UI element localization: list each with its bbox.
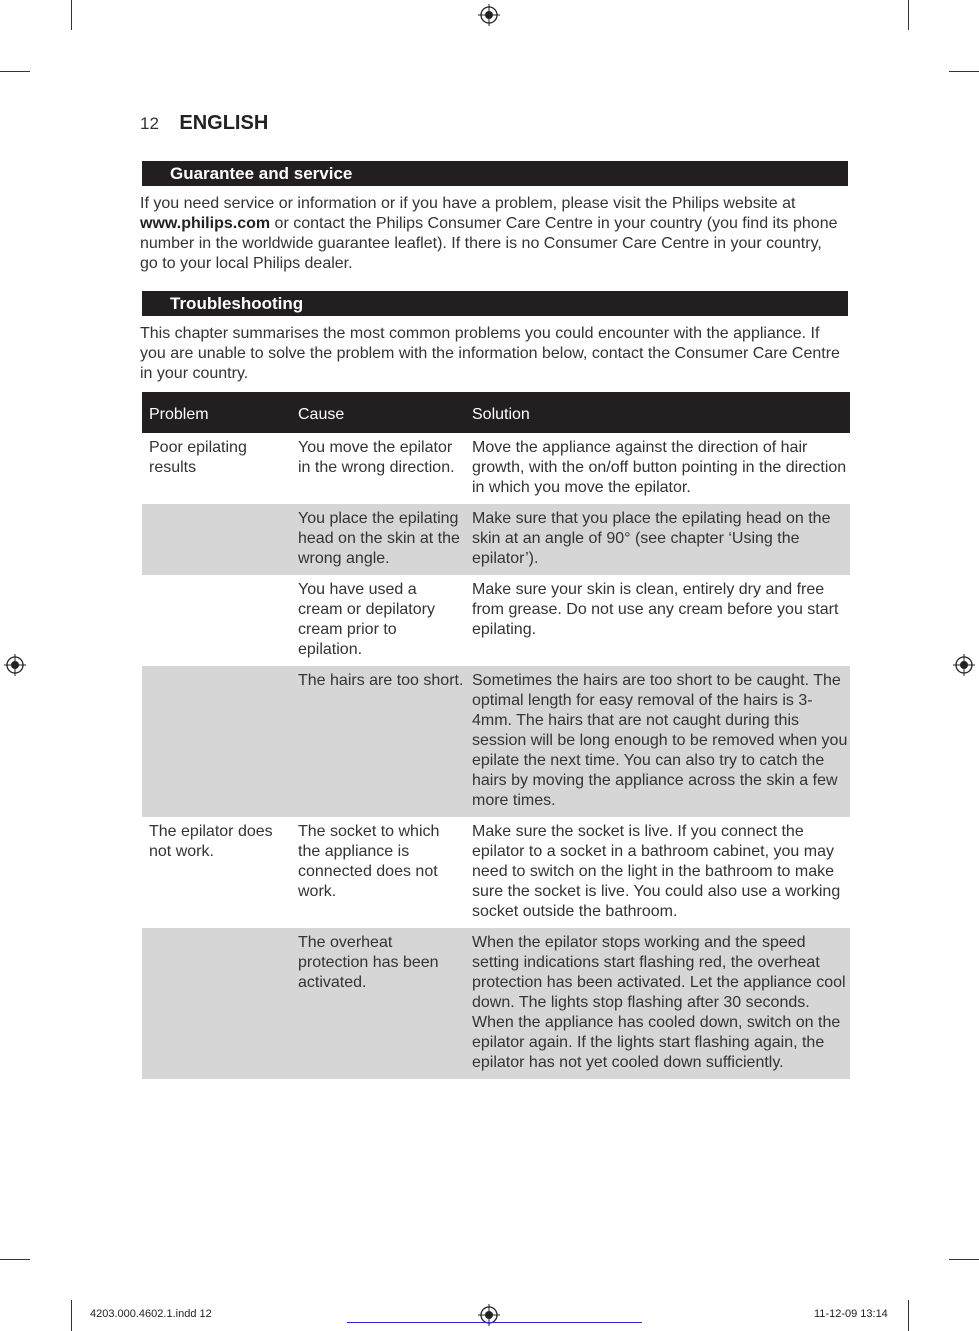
page-header [140,112,268,135]
problem-cell [142,504,291,575]
problem-cell [142,666,291,817]
troubleshooting-intro: This chapter summarises the most common problems you could encounter with the appliance. If you are unable to solve the problem with the information below, contact the Consumer Care Centre in your country. [140,325,840,382]
problem-cell [142,928,291,1079]
cause-cell: You move the epilator in the wrong direction. [298,439,455,476]
crop-mark [0,71,30,72]
philips-website-link[interactable]: www.philips.com [140,215,271,232]
table-row [142,575,850,666]
problem-cell: Poor epilating results [149,439,247,476]
footer-rule [347,1322,642,1323]
solution-cell: Sometimes the hairs are too short to be caught. The optimal length for easy removal of the hairs is 3-4mm. The hairs that are not caught during this session will be long enough to be removed when you epilate the next time. You can also try to catch the hairs by moving the appliance across the skin a few more times. [465,666,850,817]
registration-mark-icon [478,4,500,26]
crop-mark [949,1259,979,1260]
solution-cell: Make sure the socket is live. If you connect the epilator to a socket in a bathroom cabinet, you may need to switch on the light in the bathroom to make sure the socket is live. You could also use a working socket outside the bathroom. [472,823,841,920]
page-number: 12 [140,114,159,133]
cause-cell: The overheat protection has been activated. [291,928,465,1079]
crop-mark [908,0,909,30]
registration-mark-icon [4,654,26,676]
registration-mark-icon [953,654,975,676]
table-row [142,666,850,817]
solution-cell: Move the appliance against the direction of hair growth, with the on/off button pointing in the direction in which you move the epilator. [472,439,847,496]
crop-mark [0,1259,30,1260]
table-header-row [142,392,850,433]
footer-timestamp: 11-12-09 13:14 [814,1308,888,1320]
problem-cell [142,575,291,666]
footer-file-name: 4203.000.4602.1.indd 12 [90,1308,212,1320]
table-row [142,928,850,1079]
problem-cell: The epilator does not work. [149,823,273,860]
guarantee-text-start: If you need service or information or if you have a problem, please visit the Philips website at [140,195,796,212]
crop-mark [71,0,72,30]
solution-cell: Make sure that you place the epilating head on the skin at an angle of 90° (see chapter ‘Using the epilator’). [465,504,850,575]
troubleshooting-table [142,392,850,1079]
section-title-guarantee: Guarantee and service [142,161,848,186]
solution-cell: Make sure your skin is clean, entirely dry and free from grease. Do not use any cream before you start epilating. [472,581,839,638]
column-header-cause: Cause [291,392,465,433]
cause-cell: You place the epilating head on the skin at the wrong angle. [291,504,465,575]
table-row [142,433,850,504]
table-row [142,817,850,928]
section-title-troubleshooting: Troubleshooting [142,291,848,316]
cause-cell: The socket to which the appliance is connected does not work. [298,823,440,900]
cause-cell: You have used a cream or depilatory cream prior to epilation. [298,581,435,658]
guarantee-paragraph [140,194,840,274]
solution-cell: When the epilator stops working and the speed setting indications start flashing red, the overheat protection has been activated. Let the appliance cool down. The lights stop flashing after 30 seconds. When the appliance has cooled down, switch on the epilator again. If the lights start flashing again, the epilator has not yet cooled down sufficiently. [465,928,850,1079]
crop-mark [908,1300,909,1331]
column-header-solution: Solution [465,392,850,433]
guarantee-text-end: or contact the Philips Consumer Care Centre in your country (you find its phone number in the worldwide guarantee leaflet). If there is no Consumer Care Centre in your country, go to your local Philips dealer. [140,215,838,272]
column-header-problem: Problem [142,392,291,433]
crop-mark [71,1300,72,1331]
cause-cell: The hairs are too short. [291,666,465,817]
table-row [142,504,850,575]
crop-mark [949,71,979,72]
language-heading: ENGLISH [179,112,269,134]
